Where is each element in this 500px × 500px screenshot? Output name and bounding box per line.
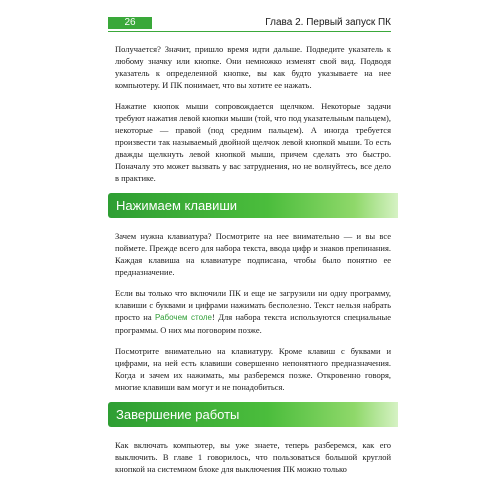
paragraph-text: Если вы только что включили ПК и еще не загрузили ни одну программу, клавиши с буквами и цифрами нажимать бесполезно. Текст нельзя набрать просто на bbox=[115, 288, 391, 322]
paragraph bbox=[115, 287, 391, 336]
paragraph: Нажатие кнопок мыши сопровождается щелчком. Некоторые задачи требуют нажатия левой кнопки мыши (той, что под указательным пальцем), некоторые — правой (под средним пальцем). А иногда требуется произвести так называемый двойной щелчок левой кнопкой мыши. То есть дважды щелкнуть левой кнопкой мыши, причем сделать это быстро. Поначалу это может вызвать у вас затруднения, но не волнуйтесь, все дело в практике. bbox=[115, 101, 391, 183]
paragraph: Получается? Значит, пришло время идти дальше. Подведите указатель к любому значку или кнопке. Они немножко изменят свой вид. Подводя указатель к определенной кнопке, вы как будто указываете на нее компьютеру. И ПК понимает, что вы хотите ее нажать. bbox=[115, 44, 391, 90]
paragraph: Зачем нужна клавиатура? Посмотрите на нее внимательно — и вы все поймете. Прежде всего для набора текста, ввода цифр и знаков препинания. Каждая клавиша на клавиатуре подписана, чтобы было понятно ее предназначение. bbox=[115, 231, 391, 277]
page-header bbox=[108, 17, 391, 32]
paragraph-text: ! Для набора текста используются специальные программы. О них мы поговорим позже. bbox=[115, 312, 391, 335]
section-heading: Нажимаем клавиши bbox=[108, 193, 398, 218]
chapter-title: Глава 2. Первый запуск ПК bbox=[265, 17, 391, 28]
page-body bbox=[115, 43, 391, 484]
section-heading: Завершение работы bbox=[108, 402, 398, 427]
paragraph: Посмотрите внимательно на клавиатуру. Кроме клавиш с буквами и цифрами, на ней есть клавиши совершенно непонятного предназначения. Когда и зачем их нажимать, мы разберемся позже. Откровенно говоря, многие клавиши вам могут и не понадобиться. bbox=[115, 346, 391, 392]
page-number: 26 bbox=[108, 17, 152, 29]
paragraph: Как включать компьютер, вы уже знаете, теперь разберемся, как его выключить. В главе 1 говорилось, что пользоваться большой круглой кнопкой на системном блоке для выключения ПК можно только bbox=[115, 440, 391, 474]
desktop-term-highlight: Рабочем столе bbox=[155, 313, 212, 322]
